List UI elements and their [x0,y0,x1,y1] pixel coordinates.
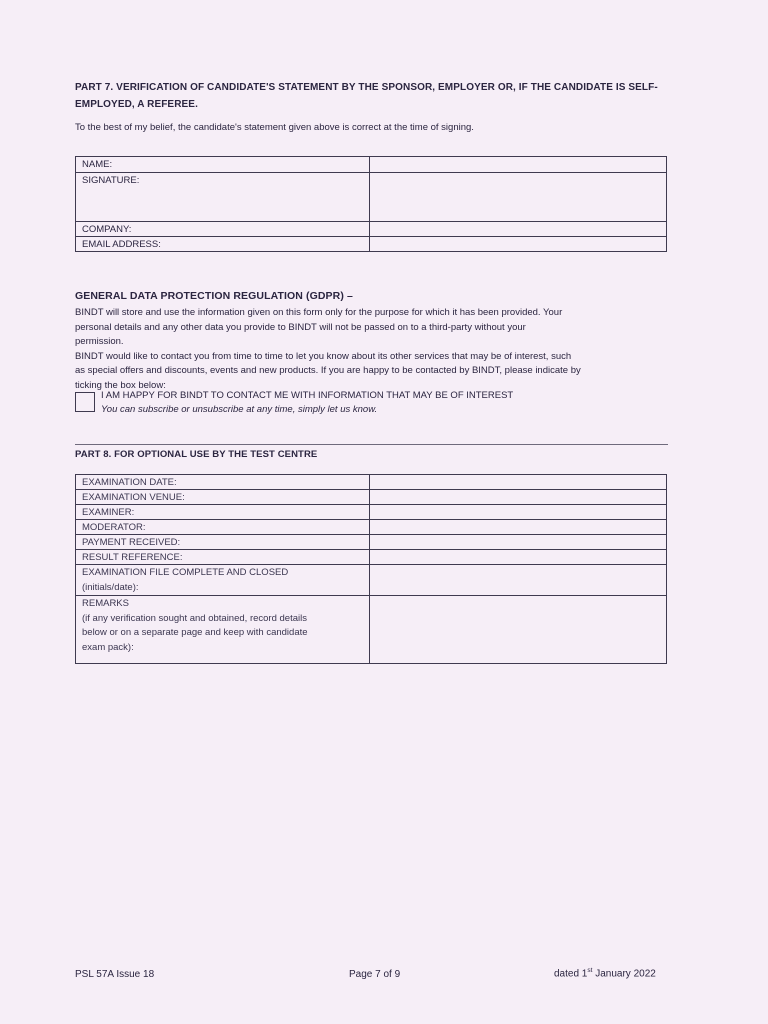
footer-doc-ref: PSL 57A Issue 18 [75,969,155,980]
part7-table [75,156,667,252]
part7-heading-line2: EMPLOYED, A REFEREE. [75,99,198,110]
exam-file-label-line2: (initials/date): [82,581,139,593]
company-label: COMPANY: [76,222,370,237]
exam-file-label [76,565,370,596]
payment-received-field[interactable] [370,535,667,550]
company-field[interactable] [370,222,667,237]
remarks-label [76,596,370,664]
part8-table [75,474,667,664]
email-label: EMAIL ADDRESS: [76,237,370,252]
part8-heading: PART 8. FOR OPTIONAL USE BY THE TEST CENTRE [75,449,318,460]
gdpr-para2-line2: as special offers and discounts, events and new products. If you are happy to be contacted by BINDT, please indicate by [75,365,581,376]
name-field[interactable] [370,157,667,173]
footer-date-sup: st [587,967,593,974]
remarks-title: REMARKS [82,598,129,609]
footer-page-number: Page 7 of 9 [349,969,401,980]
result-reference-label: RESULT REFERENCE: [76,550,370,565]
gdpr-para1-line1: BINDT will store and use the information given on this form only for the purpose for which it has been provided. Your [75,307,563,318]
remarks-line1: (if any verification sought and obtained, record details [82,612,307,624]
result-reference-field[interactable] [370,550,667,565]
payment-received-label: PAYMENT RECEIVED: [76,535,370,550]
footer-date-prefix: dated 1 [554,968,588,980]
examiner-field[interactable] [370,505,667,520]
exam-date-label: EXAMINATION DATE: [76,475,370,490]
part7-statement: To the best of my belief, the candidate's statement given above is correct at the time of signing. [75,122,474,133]
signature-label: SIGNATURE: [76,173,370,222]
gdpr-para1-line3: permission. [75,336,124,347]
footer-date-suffix: January 2022 [592,968,656,980]
contact-consent-note: You can subscribe or unsubscribe at any time, simply let us know. [101,404,378,415]
signature-field[interactable] [370,173,667,222]
exam-venue-label: EXAMINATION VENUE: [76,490,370,505]
part7-heading-line1: PART 7. VERIFICATION OF CANDIDATE'S STATEMENT BY THE SPONSOR, EMPLOYER OR, IF THE CANDIDATE IS SELF- [75,82,658,93]
gdpr-para2-line1: BINDT would like to contact you from time to time to let you know about its other services that may be of interest, such [75,350,572,362]
gdpr-para1-line2: personal details and any other data you provide to BINDT will not be passed on to a third-party without your [75,321,526,333]
contact-consent-checkbox[interactable] [75,392,95,412]
exam-file-field[interactable] [370,565,667,596]
remarks-line3: exam pack): [82,641,134,653]
contact-consent-label: I AM HAPPY FOR BINDT TO CONTACT ME WITH INFORMATION THAT MAY BE OF INTEREST [101,390,514,401]
exam-file-label-line1: EXAMINATION FILE COMPLETE AND CLOSED [82,567,289,578]
examiner-label: EXAMINER: [76,505,370,520]
email-field[interactable] [370,237,667,252]
gdpr-para2-line3: ticking the box below: [75,379,166,391]
remarks-line2: below or on a separate page and keep with candidate [82,627,308,638]
exam-venue-field[interactable] [370,490,667,505]
moderator-field[interactable] [370,520,667,535]
footer-date [554,967,656,979]
gdpr-text [75,306,695,393]
part7-heading [75,79,695,113]
moderator-label: MODERATOR: [76,520,370,535]
gdpr-heading: GENERAL DATA PROTECTION REGULATION (GDPR) – [75,290,353,302]
part8-divider [75,444,668,445]
exam-date-field[interactable] [370,475,667,490]
name-label: NAME: [76,157,370,173]
remarks-field[interactable] [370,596,667,664]
